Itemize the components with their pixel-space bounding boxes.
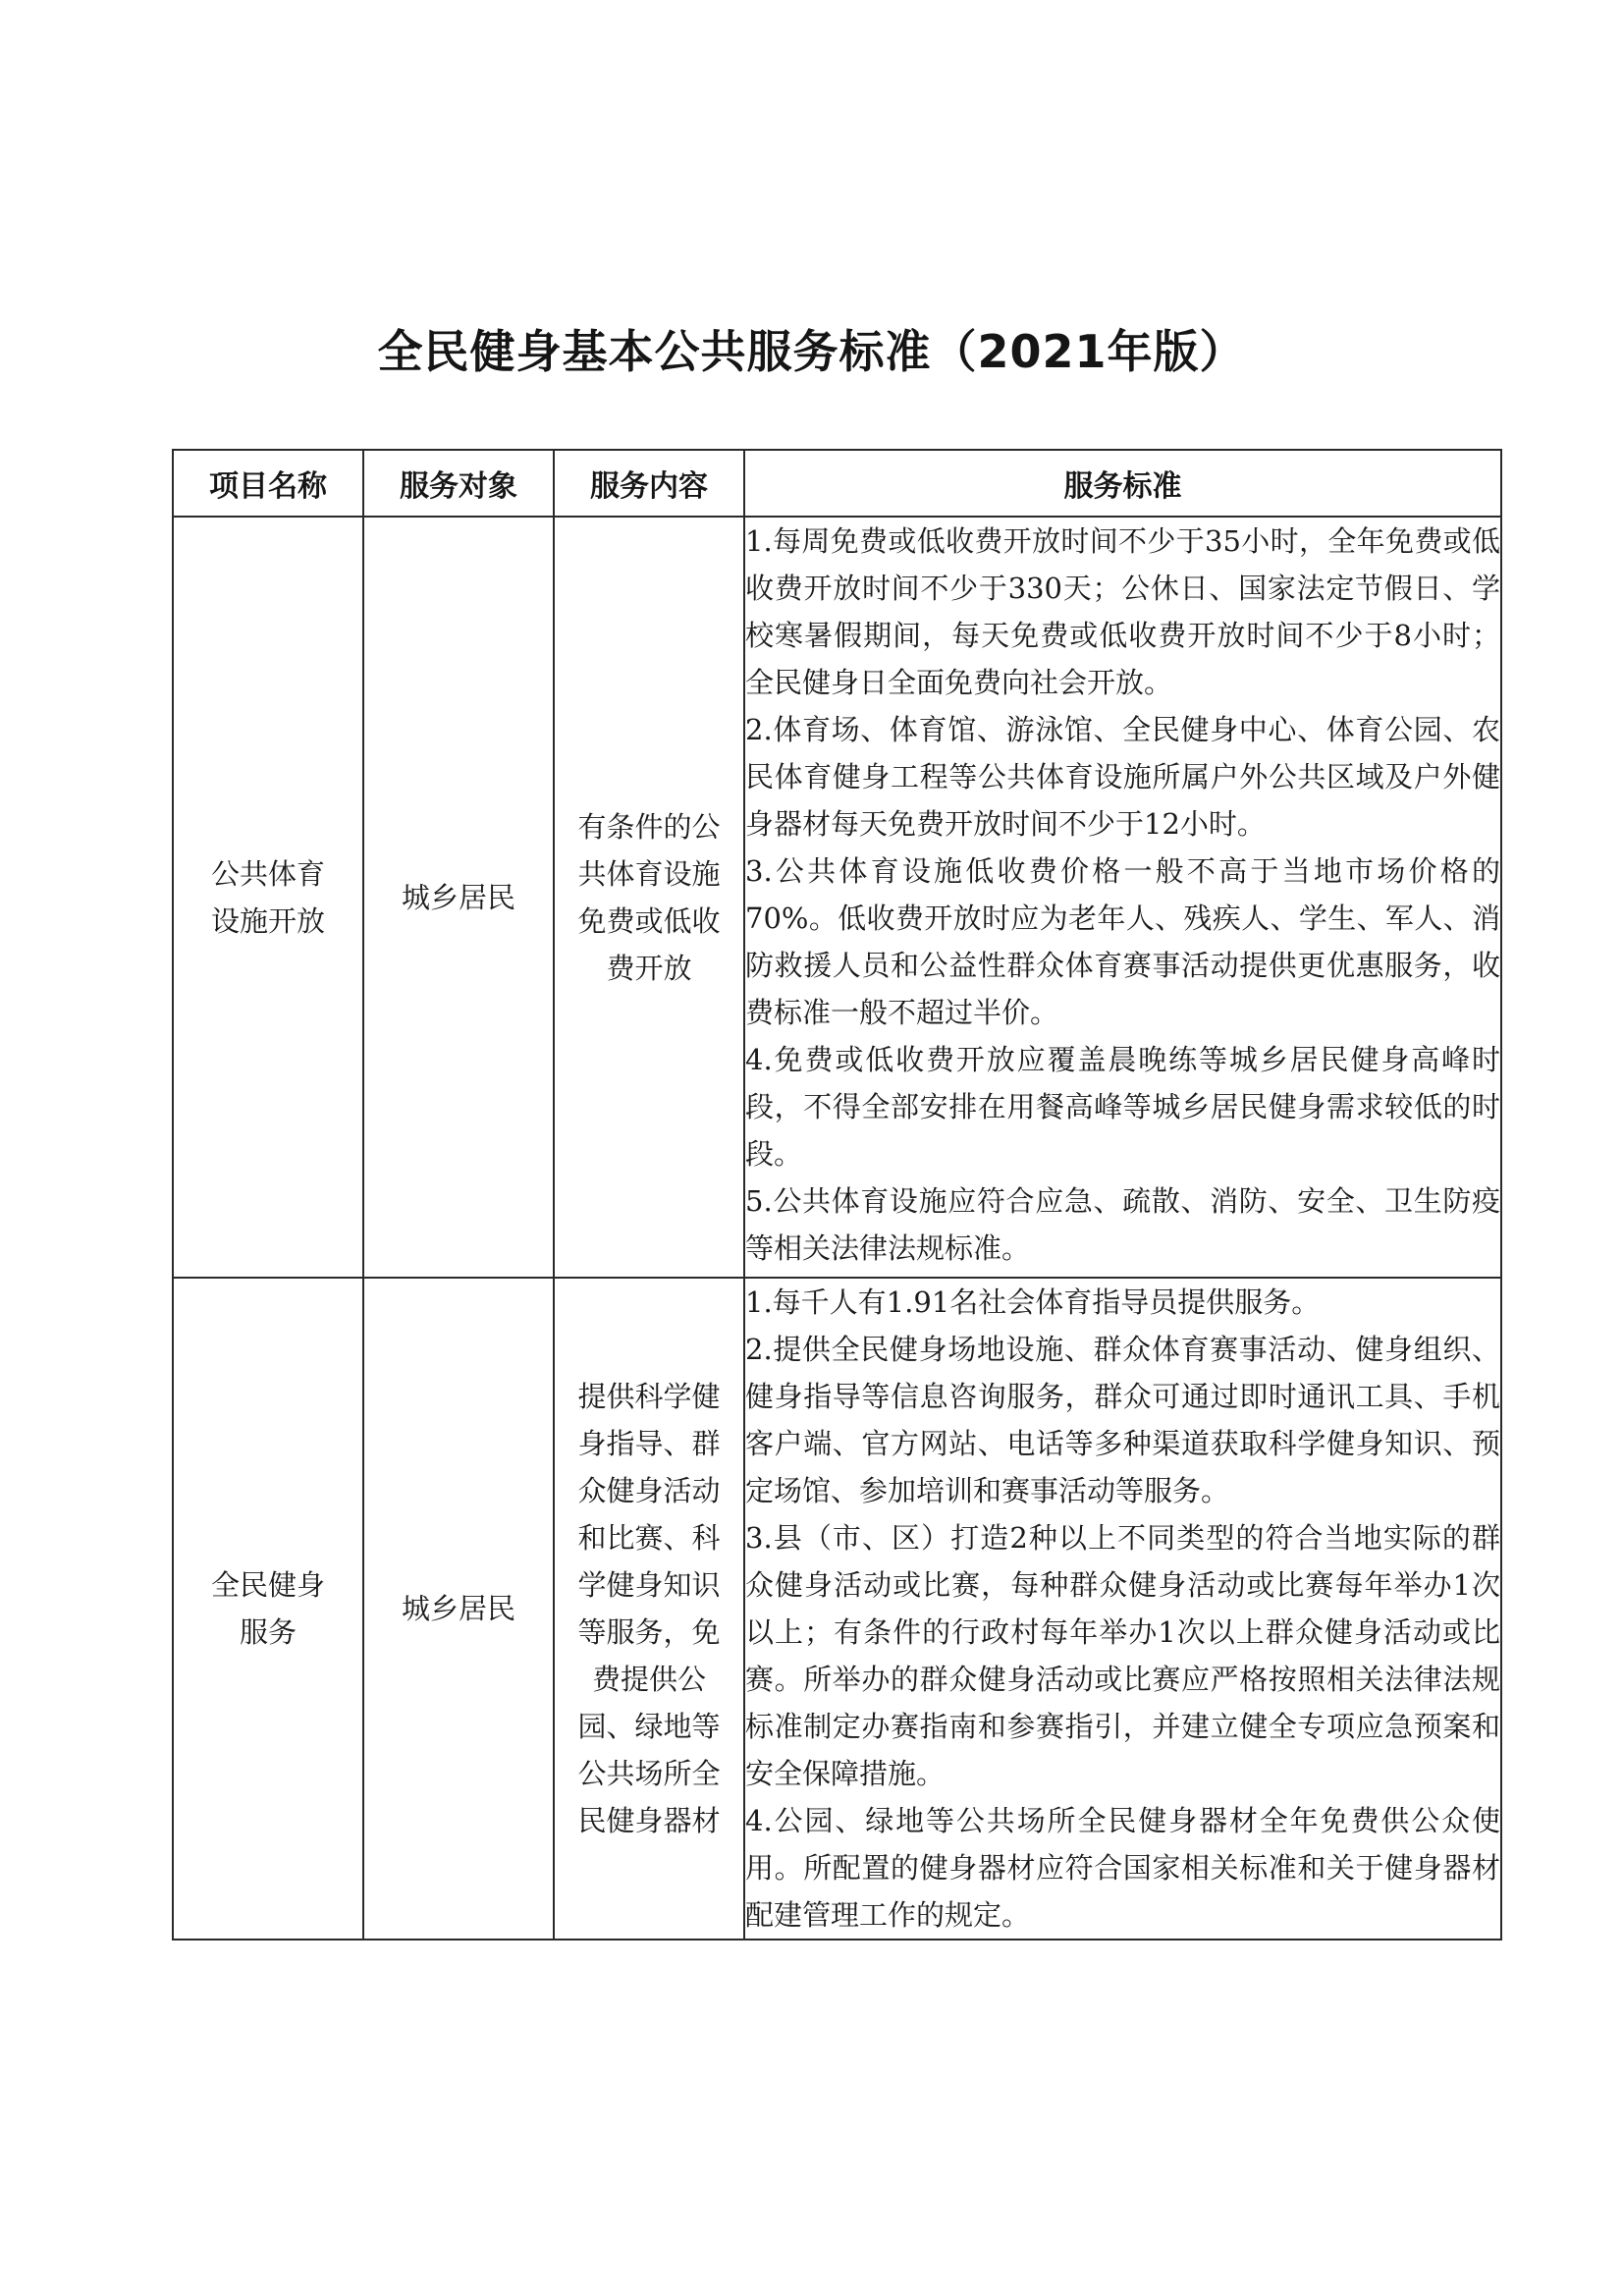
- cell-service-target: [363, 1278, 554, 1940]
- header-project-name: 项目名称: [173, 450, 363, 517]
- service-target-text: 城乡居民: [401, 880, 515, 914]
- header-service-content: 服务内容: [554, 450, 744, 517]
- cell-service-content: [554, 1278, 744, 1940]
- standard-item: 1.每周免费或低收费开放时间不少于35小时，全年免费或低收费开放时间不少于330天；公休日、国家法定节假日、学校寒暑假期间，每天免费或低收费开放时间不少于8小时；全民健身日全面免费向社会开放。: [745, 524, 1500, 699]
- cell-project-name: [173, 1278, 363, 1940]
- header-service-standard: 服务标准: [744, 450, 1501, 517]
- cell-project-name: [173, 517, 363, 1278]
- standard-item: 2.提供全民健身场地设施、群众体育赛事活动、健身组织、健身指导等信息咨询服务，群众可通过即时通讯工具、手机客户端、官方网站、电话等多种渠道获取科学健身知识、预定场馆、参加培训和赛事活动等服务。: [745, 1333, 1500, 1507]
- standard-item: 2.体育场、体育馆、游泳馆、全民健身中心、体育公园、农民体育健身工程等公共体育设施所属户外公共区域及户外健身器材每天免费开放时间不少于12小时。: [745, 713, 1500, 841]
- table-row: [173, 517, 1501, 1278]
- cell-service-standard: [744, 1278, 1501, 1940]
- standard-item: 3.县（市、区）打造2种以上不同类型的符合当地实际的群众健身活动或比赛，每种群众健身活动或比赛每年举办1次以上；有条件的行政村每年举办1次以上群众健身活动或比赛。所举办的群众健身活动或比赛应严格按照相关法律法规标准制定办赛指南和参赛指引，并建立健全专项应急预案和安全保障措施。: [745, 1521, 1500, 1790]
- standard-item: 1.每千人有1.91名社会体育指导员提供服务。: [745, 1285, 1321, 1319]
- service-target-text: 城乡居民: [401, 1592, 515, 1625]
- project-name-text: 全民健身服务: [210, 1568, 325, 1649]
- service-content-text: 有条件的公共体育设施免费或低收费开放: [577, 809, 721, 985]
- cell-service-target: [363, 517, 554, 1278]
- project-name-text: 公共体育设施开放: [210, 856, 325, 938]
- table-header-row: [173, 450, 1501, 517]
- page-title: 全民健身基本公共服务标准（2021年版）: [377, 325, 1246, 378]
- cell-service-standard: [744, 517, 1501, 1278]
- service-standard-table: [172, 449, 1502, 1941]
- standard-item: 3.公共体育设施低收费价格一般不高于当地市场价格的70%。低收费开放时应为老年人、残疾人、学生、军人、消防救援人员和公益性群众体育赛事活动提供更优惠服务，收费标准一般不超过半价。: [745, 854, 1500, 1029]
- standard-item: 4.公园、绿地等公共场所全民健身器材全年免费供公众使用。所配置的健身器材应符合国家相关标准和关于健身器材配建管理工作的规定。: [745, 1804, 1500, 1932]
- standard-item: 5.公共体育设施应符合应急、疏散、消防、安全、卫生防疫等相关法律法规标准。: [745, 1184, 1500, 1265]
- service-content-text: 提供科学健身指导、群众健身活动和比赛、科学健身知识等服务，免费提供公园、绿地等公共场所全民健身器材: [577, 1380, 721, 1837]
- cell-service-content: [554, 517, 744, 1278]
- header-service-target: 服务对象: [363, 450, 554, 517]
- table-row: [173, 1278, 1501, 1940]
- standard-item: 4.免费或低收费开放应覆盖晨晚练等城乡居民健身高峰时段，不得全部安排在用餐高峰等城乡居民健身需求较低的时段。: [745, 1043, 1500, 1171]
